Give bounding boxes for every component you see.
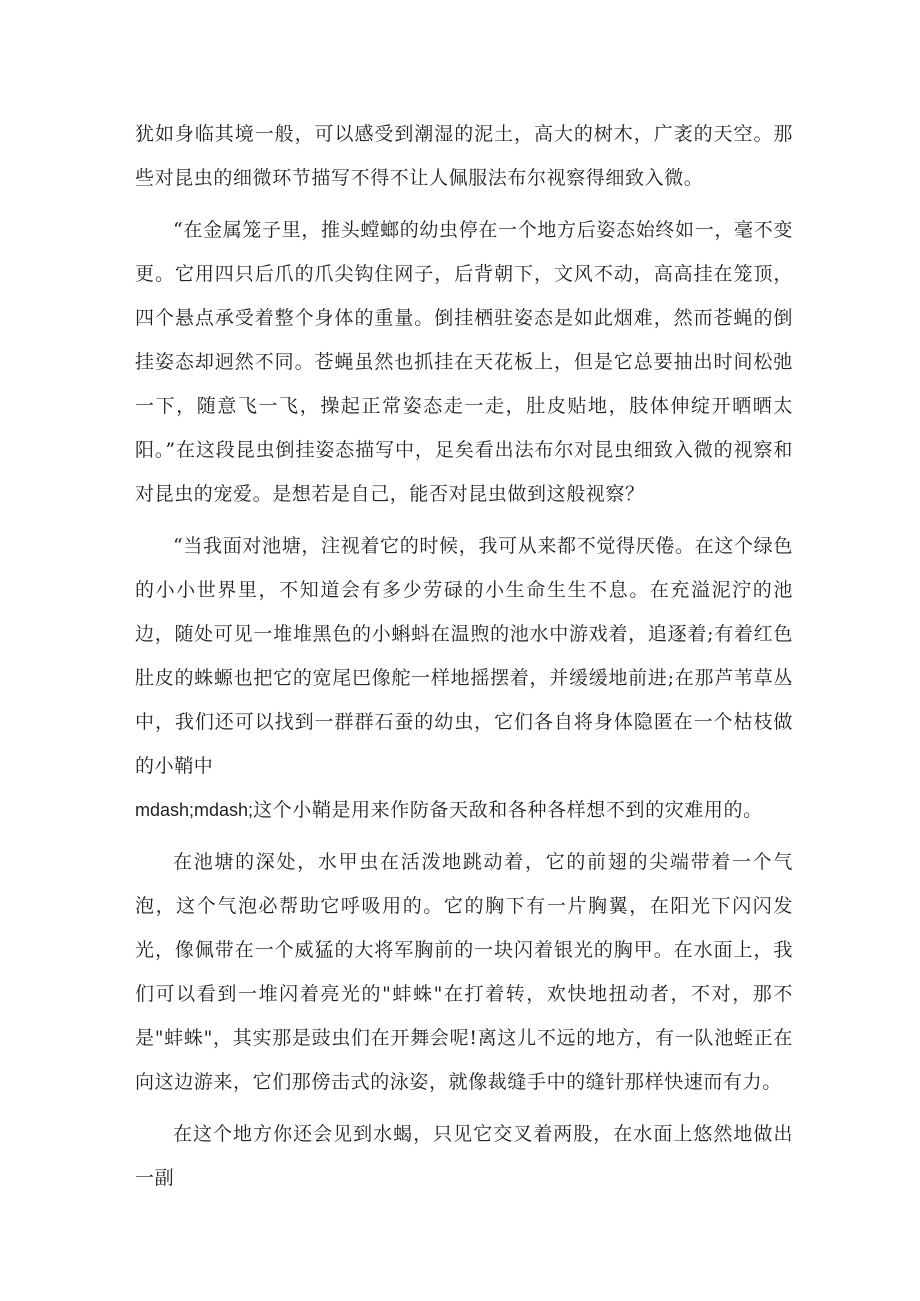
paragraph-3: “当我面对池塘，注视着它的时候，我可从来都不觉得厌倦。在这个绿色的小小世界里，不知道会有多少劳碌的小生命生生不息。在充溢泥泞的池边，随处可见一堆堆黑色的小蝌蚪在温煦的池水中游戏着，追逐着;有着红色肚皮的蛛螈也把它的宽尾巴像舵一样地摇摆着，并缓缓地前进;在那芦苇草丛中，我们还可以找到一群群石蚕的幼虫，它们各自将身体隐匿在一个枯枝做的小鞘中 [135,535,793,777]
paragraph-gap [135,200,793,208]
paragraph-1: 犹如身临其境一般，可以感受到潮湿的泥土，高大的树木，广袤的天空。那些对昆虫的细微环节描写不得不让人佩服法布尔视察得细致入微。 [135,123,793,189]
paragraph-2: “在金属笼子里，推头螳螂的幼虫停在一个地方后姿态始终如一，毫不变更。它用四只后爪的爪尖钩住网子，后背朝下，文风不动，高高挂在笼顶，四个悬点承受着整个身体的重量。倒挂栖驻姿态是如此烟难，然而苍蝇的倒挂姿态却迥然不同。苍蝇虽然也抓挂在天花板上，但是它总要抽出时间松弛一下，随意飞一飞，操起正常姿态走一走，肚皮贴地，肢体伸绽开晒晒太阳。”在这段昆虫倒挂姿态描写中，足矣看出法布尔对昆虫细致入微的视察和对昆虫的宠爱。是想若是自己，能否对昆虫做到这般视察？ [135,219,793,505]
paragraph-3-continuation-text: 这个小鞘是用来作防备天敌和各种各样想不到的灾难用的。 [253,799,763,821]
dash-entity-text: mdash;mdash; [135,800,254,820]
paragraph-5: 在这个地方你还会见到水蝎，只见它交叉着两股，在水面上悠然地做出一副 [135,1123,793,1189]
paragraph-gap [135,1104,793,1112]
paragraph-4: 在池塘的深处，水甲虫在活泼地跳动着，它的前翅的尖端带着一个气泡，这个气泡必帮助它呼吸用的。它的胸下有一片胸翼，在阳光下闪闪发光，像佩带在一个威猛的大将军胸前的一块闪着银光的胸甲。在水面上，我们可以看到一堆闪着亮光的"蚌蛛"在打着转，欢快地扭动者，不对，那不是"蚌蛛"，其实那是豉虫们在开舞会呢!离这儿不远的地方，有一队池蛭正在向这边游来，它们那傍击式的泳姿，就像裁缝手中的缝针那样快速而有力。 [135,851,793,1093]
paragraph-3-continuation [135,788,793,832]
paragraph-gap [135,832,793,840]
body-text [135,112,793,1200]
paragraph-gap [135,516,793,524]
